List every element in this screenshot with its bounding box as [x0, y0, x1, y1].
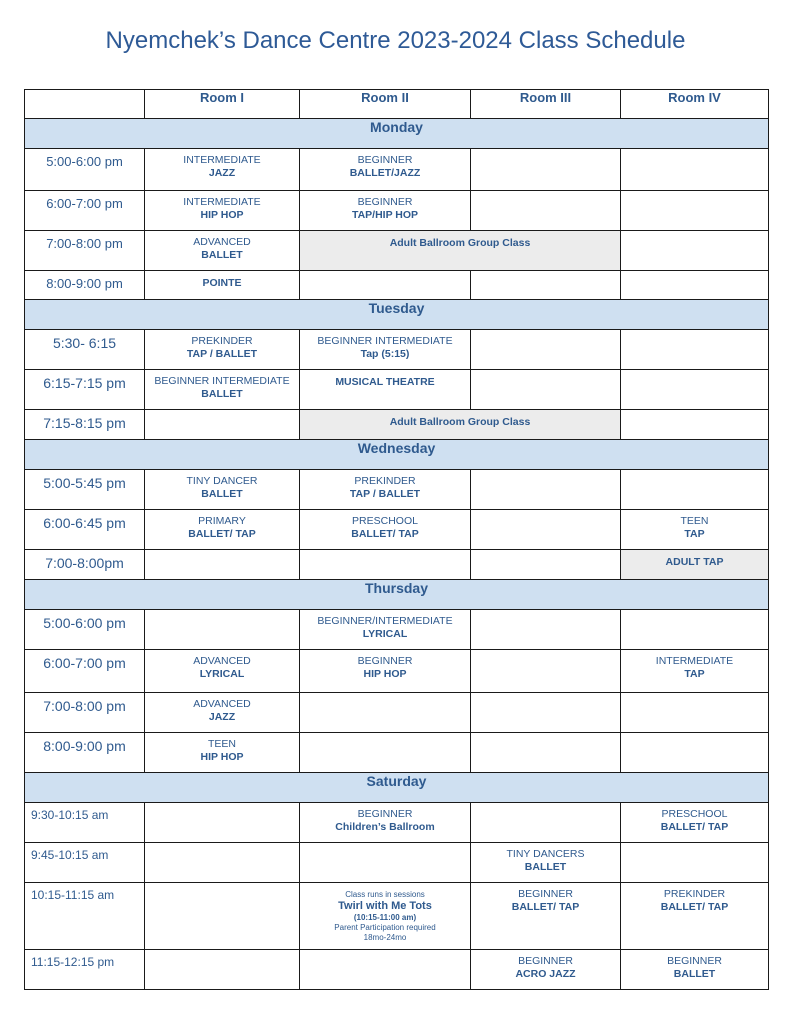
class-cell: BEGINNER ACRO JAZZ	[471, 950, 621, 990]
day-row-tuesday	[25, 300, 769, 330]
empty-cell	[621, 610, 769, 650]
table-row	[25, 510, 769, 550]
day-label: Saturday	[25, 773, 769, 803]
class-cell: TINY DANCERS BALLET	[471, 843, 621, 883]
class-cell: INTERMEDIATE HIP HOP	[145, 191, 300, 231]
class-cell: ADVANCED LYRICAL	[145, 650, 300, 693]
empty-cell	[471, 510, 621, 550]
class-cell: INTERMEDIATE JAZZ	[145, 149, 300, 191]
class-cell: TINY DANCER BALLET	[145, 470, 300, 510]
room-header: Room III	[471, 90, 621, 119]
page-title: Nyemchek’s Dance Centre 2023-2024 Class Schedule	[105, 27, 686, 54]
time-cell: 5:00-6:00 pm	[25, 149, 145, 191]
empty-cell	[471, 803, 621, 843]
class-cell: PRIMARY BALLET/ TAP	[145, 510, 300, 550]
class-cell: PREKINDER TAP / BALLET	[145, 330, 300, 370]
empty-cell	[621, 410, 769, 440]
ballroom-class-cell: Adult Ballroom Group Class	[300, 231, 621, 271]
empty-cell	[621, 191, 769, 231]
day-label: Tuesday	[25, 300, 769, 330]
empty-cell	[471, 733, 621, 773]
time-cell: 6:00-7:00 pm	[25, 191, 145, 231]
empty-cell	[471, 370, 621, 410]
class-cell: BEGINNER INTERMEDIATE Tap (5:15)	[300, 330, 471, 370]
class-cell: ADULT TAP	[621, 550, 769, 580]
time-cell: 7:00-8:00pm	[25, 550, 145, 580]
class-cell: BEGINNER BALLET/ TAP	[471, 883, 621, 950]
table-row	[25, 650, 769, 693]
time-cell: 8:00-9:00 pm	[25, 271, 145, 300]
time-cell: 8:00-9:00 pm	[25, 733, 145, 773]
time-cell: 9:45-10:15 am	[25, 843, 145, 883]
day-row-saturday	[25, 773, 769, 803]
corner-cell	[25, 90, 145, 119]
class-cell: PREKINDER TAP / BALLET	[300, 470, 471, 510]
empty-cell	[471, 149, 621, 191]
table-row	[25, 191, 769, 231]
class-cell: ADVANCED BALLET	[145, 231, 300, 271]
empty-cell	[621, 330, 769, 370]
time-cell: 6:00-6:45 pm	[25, 510, 145, 550]
class-cell: BEGINNER/INTERMEDIATE LYRICAL	[300, 610, 471, 650]
time-cell: 5:00-6:00 pm	[25, 610, 145, 650]
class-cell: BEGINNER TAP/HIP HOP	[300, 191, 471, 231]
table-row	[25, 550, 769, 580]
empty-cell	[471, 610, 621, 650]
table-row	[25, 149, 769, 191]
table-row	[25, 693, 769, 733]
table-row	[25, 410, 769, 440]
table-row	[25, 733, 769, 773]
table-row	[25, 610, 769, 650]
empty-cell	[621, 271, 769, 300]
time-cell: 10:15-11:15 am	[25, 883, 145, 950]
empty-cell	[300, 550, 471, 580]
day-row-monday	[25, 119, 769, 149]
time-cell: 7:00-8:00 pm	[25, 693, 145, 733]
time-cell: 5:00-5:45 pm	[25, 470, 145, 510]
empty-cell	[471, 650, 621, 693]
time-cell: 9:30-10:15 am	[25, 803, 145, 843]
table-row	[25, 803, 769, 843]
empty-cell	[145, 950, 300, 990]
table-row	[25, 370, 769, 410]
class-cell: ADVANCED JAZZ	[145, 693, 300, 733]
header-row	[25, 90, 769, 119]
table-row	[25, 231, 769, 271]
day-row-wednesday	[25, 440, 769, 470]
empty-cell	[300, 843, 471, 883]
empty-cell	[621, 733, 769, 773]
table-row	[25, 271, 769, 300]
room-header: Room I	[145, 90, 300, 119]
class-cell: BEGINNER BALLET/JAZZ	[300, 149, 471, 191]
empty-cell	[471, 470, 621, 510]
class-cell: PRESCHOOL BALLET/ TAP	[621, 803, 769, 843]
table-row	[25, 330, 769, 370]
schedule-table	[24, 89, 769, 990]
empty-cell	[145, 610, 300, 650]
ballroom-class-cell: Adult Ballroom Group Class	[300, 410, 621, 440]
empty-cell	[621, 470, 769, 510]
day-label: Thursday	[25, 580, 769, 610]
empty-cell	[621, 231, 769, 271]
empty-cell	[300, 693, 471, 733]
time-cell: 7:00-8:00 pm	[25, 231, 145, 271]
empty-cell	[471, 550, 621, 580]
time-cell: 6:00-7:00 pm	[25, 650, 145, 693]
room-header: Room II	[300, 90, 471, 119]
table-row	[25, 883, 769, 950]
room-header: Room IV	[621, 90, 769, 119]
day-label: Monday	[25, 119, 769, 149]
empty-cell	[145, 410, 300, 440]
class-cell: MUSICAL THEATRE	[300, 370, 471, 410]
time-cell: 7:15-8:15 pm	[25, 410, 145, 440]
empty-cell	[300, 271, 471, 300]
empty-cell	[145, 843, 300, 883]
class-cell: INTERMEDIATE TAP	[621, 650, 769, 693]
empty-cell	[471, 191, 621, 231]
empty-cell	[621, 693, 769, 733]
day-row-thursday	[25, 580, 769, 610]
class-cell: TEEN HIP HOP	[145, 733, 300, 773]
table-row	[25, 843, 769, 883]
class-cell: BEGINNER BALLET	[621, 950, 769, 990]
tots-class-cell: Class runs in sessions Twirl with Me Tots (10:15-11:00 am) Parent Participation required 18mo-24mo	[300, 883, 471, 950]
empty-cell	[145, 550, 300, 580]
time-cell: 5:30- 6:15	[25, 330, 145, 370]
time-cell: 11:15-12:15 pm	[25, 950, 145, 990]
empty-cell	[471, 693, 621, 733]
class-cell: BEGINNER INTERMEDIATE BALLET	[145, 370, 300, 410]
table-row	[25, 950, 769, 990]
empty-cell	[471, 330, 621, 370]
empty-cell	[300, 950, 471, 990]
empty-cell	[145, 803, 300, 843]
empty-cell	[621, 370, 769, 410]
table-row	[25, 470, 769, 510]
class-cell: BEGINNER HIP HOP	[300, 650, 471, 693]
class-cell: PREKINDER BALLET/ TAP	[621, 883, 769, 950]
class-cell: POINTE	[145, 271, 300, 300]
class-cell: PRESCHOOL BALLET/ TAP	[300, 510, 471, 550]
empty-cell	[300, 733, 471, 773]
empty-cell	[621, 149, 769, 191]
class-cell: TEEN TAP	[621, 510, 769, 550]
empty-cell	[621, 843, 769, 883]
day-label: Wednesday	[25, 440, 769, 470]
empty-cell	[145, 883, 300, 950]
time-cell: 6:15-7:15 pm	[25, 370, 145, 410]
class-cell: BEGINNER Children’s Ballroom	[300, 803, 471, 843]
empty-cell	[471, 271, 621, 300]
